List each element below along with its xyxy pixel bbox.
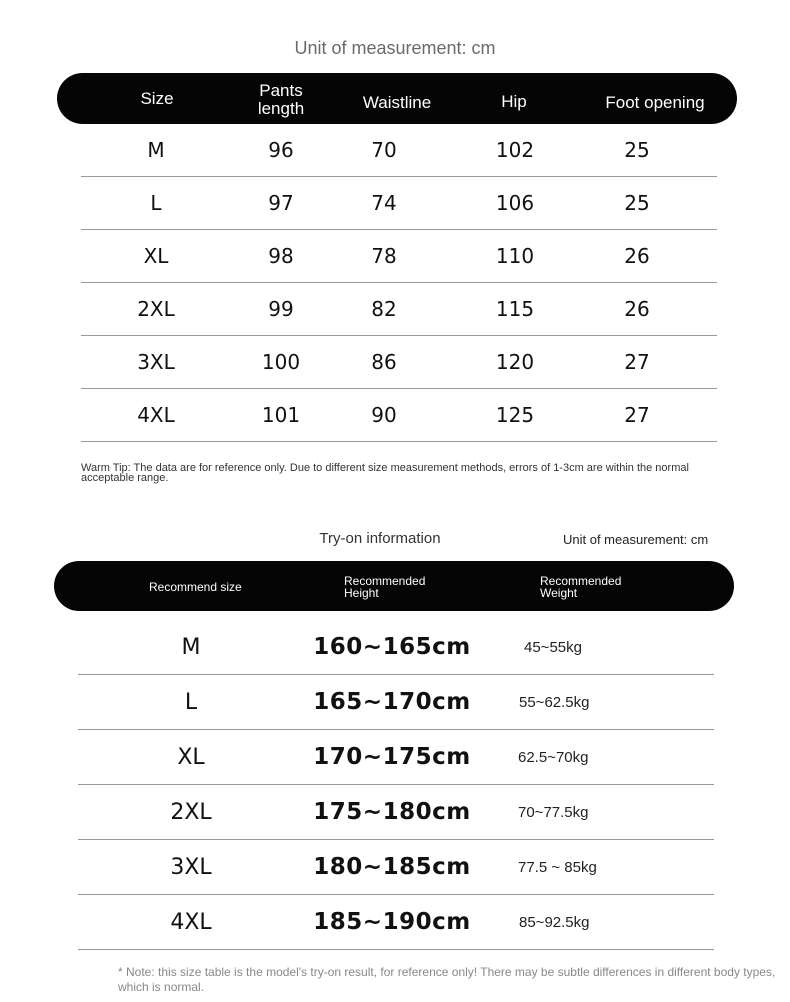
tryon-title: Try-on information [319,530,441,547]
pants-length-cell: 100 [261,350,301,374]
foot-opening-cell: 25 [624,138,650,162]
tryon-note: * Note: this size table is the model's try-on result, for reference only! There may be subtle differences in different body types, which is normal. [118,965,776,994]
recommend-size-cell: 3XL [170,854,212,880]
header-foot-opening: Foot opening [605,93,705,112]
hip-cell: 120 [495,350,535,374]
recommended-height-cell: 185~190cm [313,909,471,935]
pants-length-cell: 99 [268,297,294,321]
waistline-cell: 90 [371,403,397,427]
header-recommend-size: Recommend size [149,580,242,594]
table-row [81,283,717,336]
hip-cell: 106 [495,191,535,215]
unit-title: Unit of measurement: cm [294,38,496,58]
waistline-cell: 78 [371,244,397,268]
foot-opening-cell: 26 [624,244,650,268]
table-row [78,840,714,895]
header-hip: Hip [501,92,527,111]
size-table-header [57,73,737,124]
table-row [78,620,714,675]
pants-length-cell: 96 [268,138,294,162]
tryon-unit-label: Unit of measurement: cm [563,532,709,547]
recommended-weight-cell: 45~55kg [524,638,582,656]
foot-opening-cell: 25 [624,191,650,215]
recommend-size-cell: 4XL [170,909,212,935]
pants-length-cell: 101 [261,403,301,427]
foot-opening-cell: 27 [624,350,650,374]
table-row [81,177,717,230]
header-recommended-height: Recommended Height [344,574,426,600]
pants-length-cell: 97 [268,191,294,215]
table-row [81,389,717,442]
size-cell: 2XL [137,297,175,321]
foot-opening-cell: 26 [624,297,650,321]
foot-opening-cell: 27 [624,403,650,427]
table-row [81,230,717,283]
warm-tip: Warm Tip: The data are for reference only. Due to different size measurement methods, errors of 1-3cm are within the normal acceptable range. [81,462,689,484]
size-cell: 3XL [137,350,175,374]
recommend-size-cell: L [184,689,198,715]
header-waistline: Waistline [362,93,432,112]
table-row [78,730,714,785]
table-row [78,895,714,950]
waistline-cell: 86 [371,350,397,374]
recommended-weight-cell: 55~62.5kg [519,693,590,711]
recommended-height-cell: 165~170cm [313,689,471,715]
recommended-weight-cell: 70~77.5kg [518,803,589,821]
recommended-height-cell: 160~165cm [313,634,471,660]
table-row [81,124,717,177]
recommended-weight-cell: 62.5~70kg [518,748,589,766]
table-row [78,675,714,730]
table-row [81,336,717,389]
hip-cell: 125 [495,403,535,427]
waistline-cell: 70 [371,138,397,162]
header-recommended-weight: Recommended Weight [540,574,622,600]
recommend-size-cell: 2XL [170,799,212,825]
hip-cell: 102 [495,138,535,162]
hip-cell: 115 [495,297,535,321]
size-cell: 4XL [137,403,175,427]
recommended-height-cell: 175~180cm [313,799,471,825]
size-cell: M [147,138,165,162]
tryon-table-header [54,561,734,611]
recommended-weight-cell: 85~92.5kg [519,913,590,931]
recommended-height-cell: 170~175cm [313,744,471,770]
size-cell: XL [143,244,169,268]
header-pants-length: Pants length [257,81,305,118]
size-cell: L [150,191,162,215]
pants-length-cell: 98 [268,244,294,268]
recommend-size-cell: M [181,634,201,660]
hip-cell: 110 [495,244,535,268]
waistline-cell: 74 [371,191,397,215]
table-row [78,785,714,840]
header-size: Size [140,89,174,108]
recommend-size-cell: XL [177,744,205,770]
recommended-height-cell: 180~185cm [313,854,471,880]
recommended-weight-cell: 77.5 ~ 85kg [518,858,597,876]
waistline-cell: 82 [371,297,397,321]
